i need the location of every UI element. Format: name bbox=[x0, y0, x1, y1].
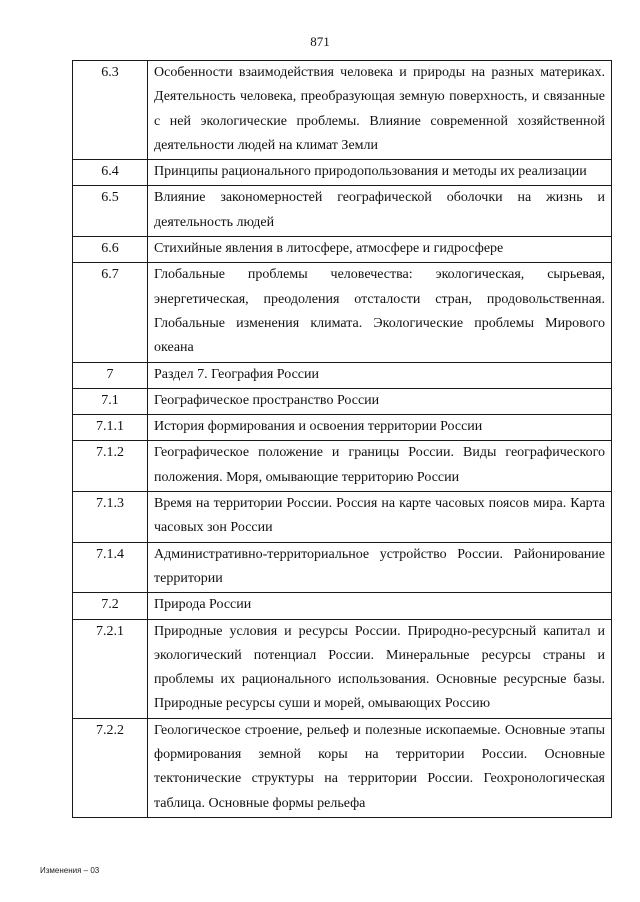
row-number: 6.4 bbox=[73, 160, 148, 186]
content-table-body bbox=[73, 61, 612, 818]
row-number: 7.2 bbox=[73, 593, 148, 619]
content-table bbox=[72, 60, 612, 818]
row-number: 6.5 bbox=[73, 186, 148, 237]
table-row bbox=[73, 441, 612, 492]
row-text: Природные условия и ресурсы России. Природно-ресурсный капитал и экологический потенциал России. Минеральные ресурсы страны и проблемы их рационального использования. Основные ресурсные базы. Природные ресурсы суши и морей, омывающих Россию bbox=[148, 619, 612, 718]
row-text: Особенности взаимодействия человека и природы на разных материках. Деятельность человека, преобразующая земную поверхность, и связанные с ней экологические проблемы. Влияние современной хозяйственной деятельности людей на климат Земли bbox=[148, 61, 612, 160]
table-row bbox=[73, 362, 612, 388]
table-row bbox=[73, 263, 612, 362]
row-number: 7.1.4 bbox=[73, 542, 148, 593]
row-number: 7.1 bbox=[73, 388, 148, 414]
row-text: Стихийные явления в литосфере, атмосфере и гидросфере bbox=[148, 237, 612, 263]
row-text: История формирования и освоения территории России bbox=[148, 415, 612, 441]
row-number: 6.7 bbox=[73, 263, 148, 362]
table-row bbox=[73, 237, 612, 263]
row-text: Время на территории России. Россия на карте часовых поясов мира. Карта часовых зон России bbox=[148, 492, 612, 543]
row-number: 7.1.1 bbox=[73, 415, 148, 441]
row-text: Влияние закономерностей географической оболочки на жизнь и деятельность людей bbox=[148, 186, 612, 237]
row-number: 6.3 bbox=[73, 61, 148, 160]
row-number: 6.6 bbox=[73, 237, 148, 263]
table-row bbox=[73, 593, 612, 619]
row-text: Раздел 7. География России bbox=[148, 362, 612, 388]
table-row bbox=[73, 542, 612, 593]
row-text: Глобальные проблемы человечества: экологическая, сырьевая, энергетическая, преодоления отсталости стран, продовольственная. Глобальные изменения климата. Экологические проблемы Мирового океана bbox=[148, 263, 612, 362]
row-text: Географическое пространство России bbox=[148, 388, 612, 414]
row-text: Административно-территориальное устройство России. Районирование территории bbox=[148, 542, 612, 593]
row-number: 7.1.3 bbox=[73, 492, 148, 543]
table-row bbox=[73, 619, 612, 718]
page-number: 871 bbox=[310, 34, 330, 49]
table-row bbox=[73, 186, 612, 237]
row-number: 7.1.2 bbox=[73, 441, 148, 492]
table-row bbox=[73, 415, 612, 441]
row-text: Геологическое строение, рельеф и полезные ископаемые. Основные этапы формирования земной коры на территории России. Основные тектонические структуры на территории России. Геохронологическая таблица. Основные формы рельефа bbox=[148, 718, 612, 817]
table-row bbox=[73, 718, 612, 817]
table-row bbox=[73, 492, 612, 543]
footer-revision-note: Изменения – 03 bbox=[40, 866, 100, 875]
row-number: 7.2.2 bbox=[73, 718, 148, 817]
row-text: Природа России bbox=[148, 593, 612, 619]
row-number: 7 bbox=[73, 362, 148, 388]
table-row bbox=[73, 160, 612, 186]
row-text: Принципы рационального природопользования и методы их реализации bbox=[148, 160, 612, 186]
table-row bbox=[73, 61, 612, 160]
table-row bbox=[73, 388, 612, 414]
row-text: Географическое положение и границы России. Виды географического положения. Моря, омывающие территорию России bbox=[148, 441, 612, 492]
row-number: 7.2.1 bbox=[73, 619, 148, 718]
